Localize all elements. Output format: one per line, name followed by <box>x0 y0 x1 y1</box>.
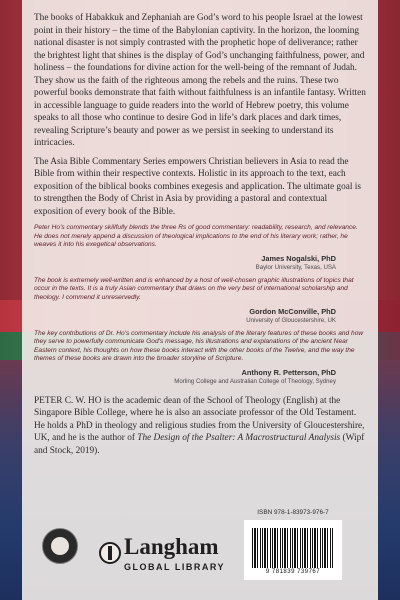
endorser-affiliation-1: Baylor University, Texas, USA <box>255 263 336 271</box>
author-bio-publisher: (Wipf and Stock, 2019). <box>34 433 365 456</box>
endorsement-quote-1: Peter Ho’s commentary skillfully blends the three Rs of good commentary: readability, research, and relevance. He does not merely append a discussion of theological implications to the end of his literary work; rather, he weaves it into his exegetical observations. <box>34 224 358 249</box>
isbn-label: ISBN 978-1-83973-976-7 <box>257 509 329 516</box>
endorser-name-3: Anthony R. Petterson, PhD <box>241 367 336 377</box>
barcode-digits: 9 781839 739767 <box>265 569 321 575</box>
endorser-name-1: James Nogalski, PhD <box>261 253 336 263</box>
author-bio-text: PETER C. W. HO is the academic dean of the School of Theology (English) at the Singapore Bible College, where he is also an associate professor of the Old Testament. He holds a PhD in theology and religious studies from the University of Gloucestershire, UK, and he is the author of <box>34 395 365 444</box>
series-seal-icon <box>42 528 78 564</box>
author-bio <box>34 395 366 458</box>
publisher-subtitle: GLOBAL LIBRARY <box>124 562 225 572</box>
publisher-name: Langham <box>124 534 219 559</box>
author-previous-book-title: The Design of the Psalter: A Macrostructural Analysis <box>137 433 341 444</box>
endorser-name-2: Gordon McConville, PhD <box>249 306 336 316</box>
endorser-affiliation-2: University of Gloucestershire, UK <box>246 316 336 324</box>
description-paragraph-2: The Asia Bible Commentary Series empowers Christian believers in Asia to read the Bible from within their respective contexts. Holistic in its approach to the text, each exposition of the biblical books combines exegesis and application. The ultimate goal is to strengthen the Body of Christ in Asia by providing a pastoral and contextual exposition of every book of the Bible. <box>34 156 361 217</box>
endorsement-quote-3: The key contributions of Dr. Ho’s commentary include his analysis of the literary features of these books and how they serve to powerfully communicate God’s message, his illustrations and explanations of the ancient Near Eastern context, his thoughts on how these books interact with the other books of the Twelve, and the way the themes of these books are drawn into the broader storyline of Scripture. <box>34 329 364 363</box>
back-cover-content <box>34 12 366 457</box>
endorsement-quote-2: The book is extremely well-written and is enhanced by a host of well-chosen graphic illustrations of topics that occur in the texts. It is a truly Asian commentary that draws on the very best of international scholarship and theology. I commend it unreservedly. <box>34 276 354 301</box>
langham-logo-icon <box>99 542 121 564</box>
barcode-icon <box>252 528 334 568</box>
description-paragraph-1: The books of Habakkuk and Zephaniah are God’s word to his people Israel at the lowest point in their history – the time of the Babylonian captivity. In the horizon, the looming national disaster is not simply contrasted with the prophetic hope of deliverance; rather the brightest light that shines is the display of God’s unchanging faithfulness, power, and holiness – the foundations for divine action for the well-being of the remnant of Judah. They show us the faith of the righteous among the rebels and the ruins. These two powerful books demonstrate that faith without faithfulness is an infantile fantasy. Written in accessible language to guide readers into the world of Hebrew poetry, this volume speaks to all those who continue to desire God in life’s dark places and dark times, revealing Scripture’s beauty and power as we persist in seeking to understand its intricacies. <box>34 13 366 148</box>
endorser-affiliation-3: Morling College and Australian College of Theology, Sydney <box>174 377 336 385</box>
barcode-block <box>244 509 342 580</box>
